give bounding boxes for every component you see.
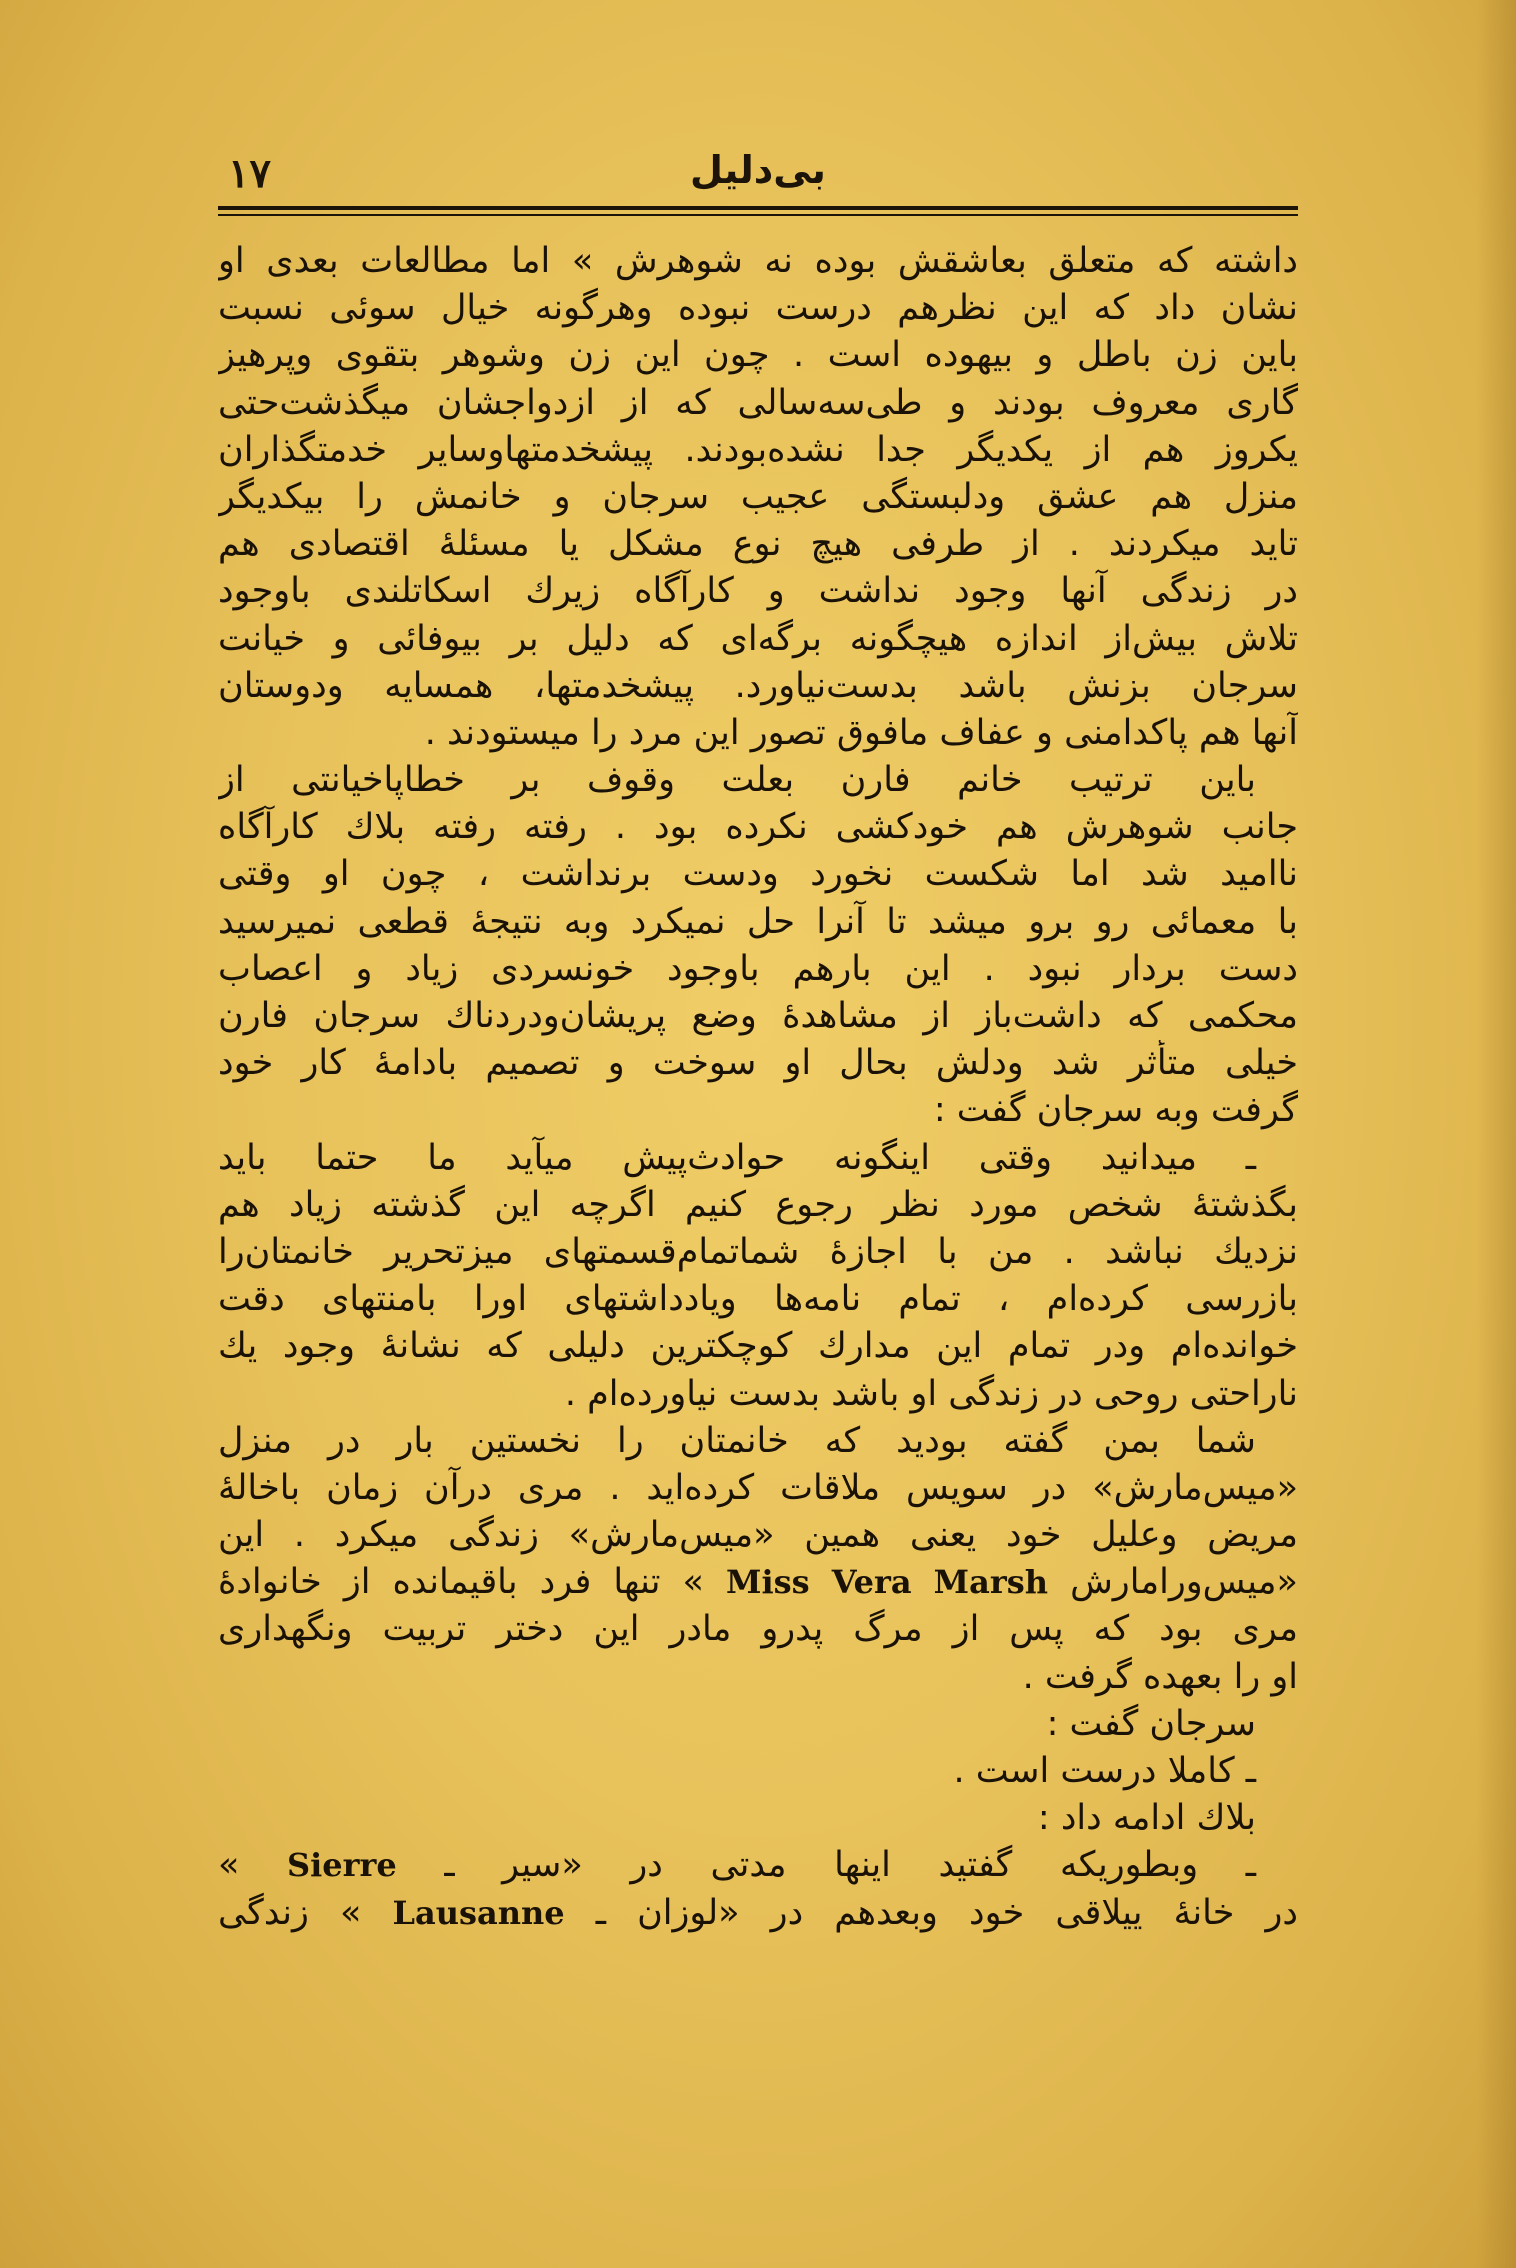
text-line: در زندگی آنها وجود نداشت و کارآگاه زیرك اسکاتلندی باوجود — [218, 571, 1298, 612]
text-line — [218, 1842, 1298, 1889]
text-line: سرجان گفت : — [1046, 1703, 1256, 1744]
text-line: ـ کاملا درست است . — [953, 1751, 1256, 1791]
text-line: تلاش بیش‌از اندازه هیچگونه برگه‌ای که دلیل بر بیوفائی و خیانت — [218, 618, 1298, 659]
text-line: مریض وعلیل خود یعنی همین «میس‌مارش» زندگی میکرد . این — [218, 1515, 1298, 1556]
text-line: خیلی متأثر شد ودلش بحال او سوخت و تصمیم بادامهٔ کار خود — [218, 1043, 1298, 1084]
text-line: بگذشتهٔ شخص مورد نظر رجوع کنیم اگرچه این گذشته زیاد هم — [218, 1184, 1298, 1225]
text-line: بلاك ادامه داد : — [1037, 1798, 1256, 1839]
text-line: «میس‌مارش» در سویس ملاقات کرده‌اید . مری درآن زمان باخالهٔ — [218, 1467, 1298, 1508]
text-line: ـ میدانید وقتی اینگونه حوادث‌پیش میآید ما حتما باید — [218, 1137, 1256, 1178]
text-line: محکمی که داشت‌باز از مشاهدهٔ وضع پریشان‌ودردناك سرجان فارن — [218, 996, 1298, 1036]
latin-term: Lausanne — [392, 1893, 565, 1932]
page-edge-shadow — [1476, 0, 1516, 2268]
latin-term: Miss Vera Marsh — [726, 1563, 1048, 1602]
text-line — [218, 1559, 1298, 1606]
text-line: دست بردار نبود . این بارهم باوجود خونسردی زیاد و اعصاب — [218, 948, 1298, 989]
text-line-part: » تنها فرد باقیمانده از خانوادهٔ — [218, 1562, 704, 1603]
text-line: گاری معروف بودند و طی‌سه‌سالی که از ازدواجشان میگذشت‌حتی — [218, 382, 1298, 423]
text-line: او را بعهده گرفت . — [1022, 1656, 1298, 1697]
text-line: آنها هم پاکدامنی و عفاف مافوق تصور این مرد را میستودند . — [424, 712, 1298, 753]
text-line: گرفت وبه سرجان گفت : — [933, 1090, 1298, 1131]
header-rule-thick — [218, 206, 1298, 210]
text-line: شما بمن گفته بودید که خانمتان را نخستین بار در منزل — [218, 1420, 1256, 1461]
text-line: مری بود که پس از مرگ پدرو مادر این دختر تربیت ونگهداری — [218, 1609, 1298, 1650]
text-line-part: در خانهٔ ییلاقی خود وبعدهم در «لوزان ـ — [595, 1892, 1298, 1933]
text-line: منزل هم عشق ودلبستگی عجیب سرجان و خانمش را بیکدیگر — [218, 476, 1298, 517]
text-line: یکروز هم از یکدیگر جدا نشده‌بودند. پیشخدمتهاوسایر خدمتگذاران — [218, 429, 1298, 470]
text-line: بازرسی کرده‌ام ، تمام نامه‌ها ویادداشتهای اورا بامنتهای دقت — [218, 1279, 1298, 1320]
text-line: باین زن باطل و بیهوده است . چون این زن وشوهر بتقوی وپرهیز — [218, 335, 1298, 376]
text-line: جانب شوهرش هم خودکشی نکرده بود . رفته رفته بلاك کارآگاه — [218, 807, 1298, 848]
text-line — [218, 1890, 1298, 1937]
page-number: ۱۷ — [228, 150, 271, 197]
text-line-part: » — [218, 1845, 240, 1886]
text-line: تاید میکردند . از طرفی هیچ نوع مشکل یا مسئلهٔ اقتصادی هم — [218, 524, 1298, 565]
text-line-part: ـ وبطوریکه گفتید اینها مدتی در «سیر ـ — [444, 1845, 1256, 1886]
text-line-part: » زندگی — [218, 1892, 362, 1933]
text-line: نشان داد که این نظرهم درست نبوده وهرگونه خیال سوئی نسبت — [218, 288, 1298, 329]
header-rule-thin — [218, 214, 1298, 216]
text-line: داشته که متعلق بعاشقش بوده نه شوهرش » اما مطالعات بعدی او — [218, 241, 1298, 281]
text-line: سرجان بزنش باشد بدست‌نیاورد. پیشخدمتها، همسایه ودوستان — [218, 665, 1298, 706]
text-line: با معمائی رو برو میشد تا آنرا حل نمیکرد وبه نتیجهٔ قطعی نمیرسید — [218, 901, 1298, 942]
text-line: خوانده‌ام ودر تمام این مدارك کوچکترین دلیلی که نشانهٔ وجود یك — [218, 1326, 1298, 1367]
text-line: باین ترتیب خانم فارن بعلت وقوف بر خطاپاخیانتی از — [218, 760, 1256, 801]
text-line: ناراحتی روحی در زندگی او باشد بدست نیاورده‌ام . — [564, 1373, 1298, 1414]
text-line: نزدیك نباشد . من با اجازهٔ شماتمام‌قسمتهای میزتحریر خانمتان‌را — [218, 1231, 1298, 1272]
latin-term: Sierre — [287, 1846, 397, 1885]
page-header — [218, 136, 1298, 196]
text-line: ناامید شد اما شکست نخورد ودست برنداشت ، چون او وقتی — [218, 854, 1298, 895]
running-title: بی‌دلیل — [690, 148, 826, 192]
body-text — [218, 238, 1298, 1937]
text-line-part: «میس‌ورامارش — [1070, 1562, 1298, 1603]
